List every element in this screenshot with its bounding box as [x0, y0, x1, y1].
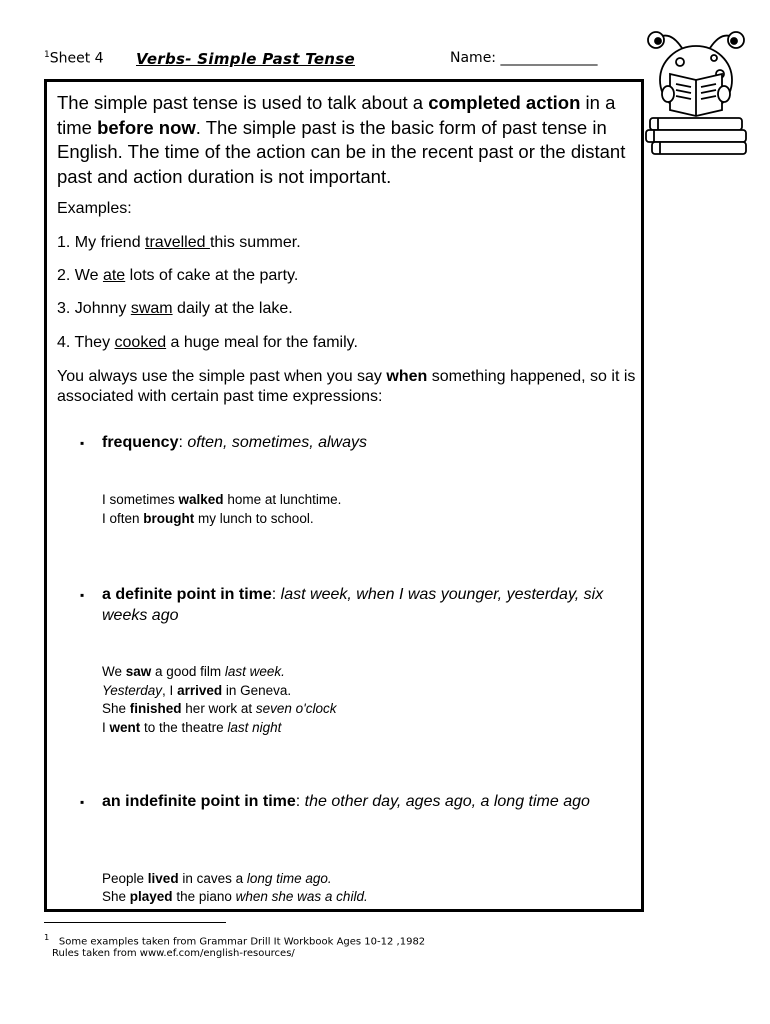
bullet-example: Yesterday, I arrived in Geneva. — [102, 683, 292, 698]
bullet-heading: frequency: often, sometimes, always — [102, 434, 367, 451]
bullet-example: I often brought my lunch to school. — [102, 511, 314, 526]
sheet-number: $^1$Sheet 4 — [44, 50, 104, 67]
bullet-example: People lived in caves a long time ago. — [102, 871, 332, 886]
bullet-example: We saw a good film last week. — [102, 664, 285, 679]
content-box — [44, 79, 644, 912]
usage-paragraph: You always use the simple past when you say when something happened, so it is associated with certain past time expressions: — [57, 368, 636, 405]
footnote-divider — [44, 922, 226, 923]
bullet-marker: ▪ — [80, 436, 85, 450]
reading-bug-illustration — [636, 8, 756, 168]
bullet-marker: ▪ — [80, 588, 85, 602]
example-item: 4. They cooked a huge meal for the family. — [57, 334, 358, 351]
bullet-marker: ▪ — [80, 795, 85, 809]
example-item: 1. My friend travelled this summer. — [57, 234, 301, 251]
bullet-heading: a definite point in time: last week, when I was younger, yesterday, six weeks ago — [102, 586, 604, 624]
bullet-example: She played the piano when she was a child. — [102, 889, 368, 904]
examples-label: Examples: — [57, 200, 132, 217]
bullet-example: She finished her work at seven o'clock — [102, 701, 337, 716]
footnote-line: $^1$ Some examples taken from Grammar Drill It Workbook Ages 10-12 ,1982 — [44, 932, 426, 948]
page-title: Verbs- Simple Past Tense — [136, 50, 355, 68]
bullet-example: I went to the theatre last night — [102, 720, 282, 735]
bullet-example: I sometimes walked home at lunchtime. — [102, 492, 342, 507]
intro-paragraph: The simple past tense is used to talk about a completed action in a time before now. The simple past is the basic form of past tense in English. The time of the action can be in the recent past or the distant past and action duration is not important. — [57, 92, 626, 187]
bullet-heading: an indefinite point in time: the other day, ages ago, a long time ago — [102, 793, 590, 810]
example-item: 3. Johnny swam daily at the lake. — [57, 300, 293, 317]
example-item: 2. We ate lots of cake at the party. — [57, 267, 299, 284]
name-field[interactable]: Name: ________________ — [450, 50, 597, 66]
footnote-line: Rules taken from www.ef.com/english-resources/ — [52, 948, 295, 959]
